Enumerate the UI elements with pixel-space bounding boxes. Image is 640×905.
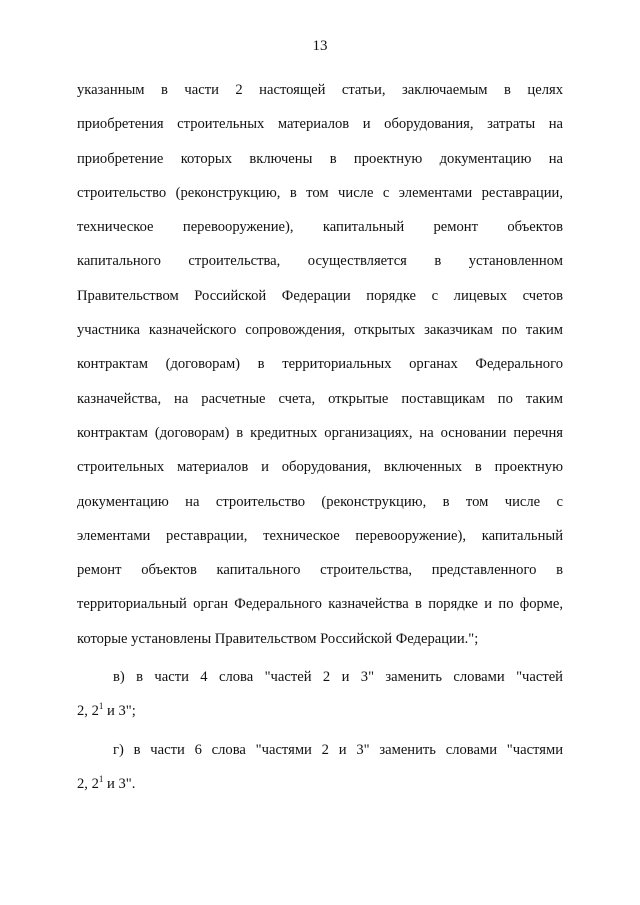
text-line: элементами реставрации, техническое перевооружение), капитальный [77,527,563,544]
text-line: Правительством Российской Федерации порядке с лицевых счетов [77,287,563,304]
text-line: которые установлены Правительством Российской Федерации."; [77,630,479,647]
text-line: контрактам (договорам) в кредитных организациях, на основании перечня [77,424,563,441]
paragraph-main [77,79,563,662]
page-number: 13 [312,38,328,54]
item-g-line-1: г) в части 6 слова "частями 2 и 3" заменить словами "частями [113,741,563,758]
text-line: приобретения строительных материалов и оборудования, затраты на [77,116,563,133]
document-body [77,79,563,807]
text: 2, 2 [77,775,99,792]
text-line: строительных материалов и оборудования, включенных в проектную [77,459,563,476]
text-line: строительство (реконструкцию, в том числе с элементами реставрации, [77,184,563,201]
item-v-line-2 [77,700,563,734]
item-g-line-2 [77,773,563,807]
text-line: контрактам (договорам) в территориальных органах Федерального [77,356,563,373]
text-line: указанным в части 2 настоящей статьи, заключаемым в целях [77,82,563,98]
text-line: казначейства, на расчетные счета, открытые поставщикам по таким [77,390,563,407]
text: и 3"; [103,703,136,720]
text: 2, 2 [77,703,99,720]
text-line: территориальный орган Федерального казначейства в порядке и по форме, [77,596,563,613]
superscript: 1 [98,773,104,784]
text-line: приобретение которых включены в проектную документацию на [77,150,563,167]
text-line: капитального строительства, осуществляется в установленном [77,253,563,270]
text: и 3". [103,775,136,792]
text-line: ремонт объектов капитального строительства, представленного в [77,562,563,579]
text-line: участника казначейского сопровождения, открытых заказчикам по таким [77,322,563,339]
text-line: техническое перевооружение), капитальный ремонт объектов [77,219,563,236]
superscript: 1 [98,701,104,712]
item-v-line-1: в) в части 4 слова "частей 2 и 3" заменить словами "частей [113,669,563,686]
text-line: документацию на строительство (реконструкцию, в том числе с [77,493,563,510]
